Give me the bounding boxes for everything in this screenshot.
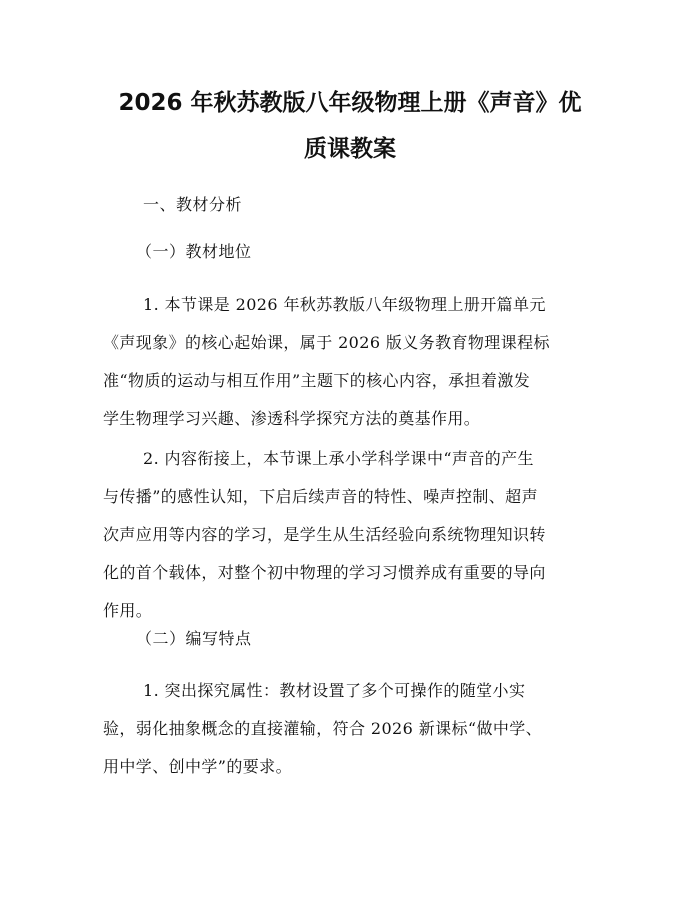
- paragraph-line: 作用。: [103, 601, 153, 620]
- section-heading-materials-analysis: 一、教材分析: [143, 195, 243, 214]
- document-title-line-1: 2026 年秋苏教版八年级物理上册《声音》优: [118, 90, 582, 116]
- paragraph-writing-features-1: [103, 672, 603, 786]
- paragraph-line: 与传播”的感性认知，下启后续声音的特性、噪声控制、超声: [103, 487, 538, 506]
- paragraph-line: 1. 突出探究属性：教材设置了多个可操作的随堂小实: [143, 681, 526, 700]
- document-title-line-2: 质课教案: [304, 136, 396, 162]
- subsection-heading-writing-features: （二）编写特点: [136, 629, 252, 648]
- paragraph-line: 学生物理学习兴趣、渗透科学探究方法的奠基作用。: [103, 409, 481, 428]
- paragraph-line: 2. 内容衔接上，本节课上承小学科学课中“声音的产生: [143, 449, 534, 468]
- subsection-heading-material-status: （一）教材地位: [136, 242, 252, 261]
- paragraph-line: 用中学、创中学”的要求。: [103, 757, 292, 776]
- paragraph-material-status-2: [103, 440, 603, 630]
- paragraph-line: 准“物质的运动与相互作用”主题下的核心内容，承担着激发: [103, 371, 531, 390]
- paragraph-material-status-1: [103, 286, 603, 438]
- paragraph-line: 《声现象》的核心起始课，属于 2026 版义务教育物理课程标: [103, 333, 550, 352]
- paragraph-line: 验，弱化抽象概念的直接灌输，符合 2026 新课标“做中学、: [103, 719, 543, 738]
- paragraph-line: 化的首个载体，对整个初中物理的学习习惯养成有重要的导向: [103, 563, 546, 582]
- paragraph-line: 1. 本节课是 2026 年秋苏教版八年级物理上册开篇单元: [143, 295, 546, 314]
- paragraph-line: 次声应用等内容的学习，是学生从生活经验向系统物理知识转: [103, 525, 546, 544]
